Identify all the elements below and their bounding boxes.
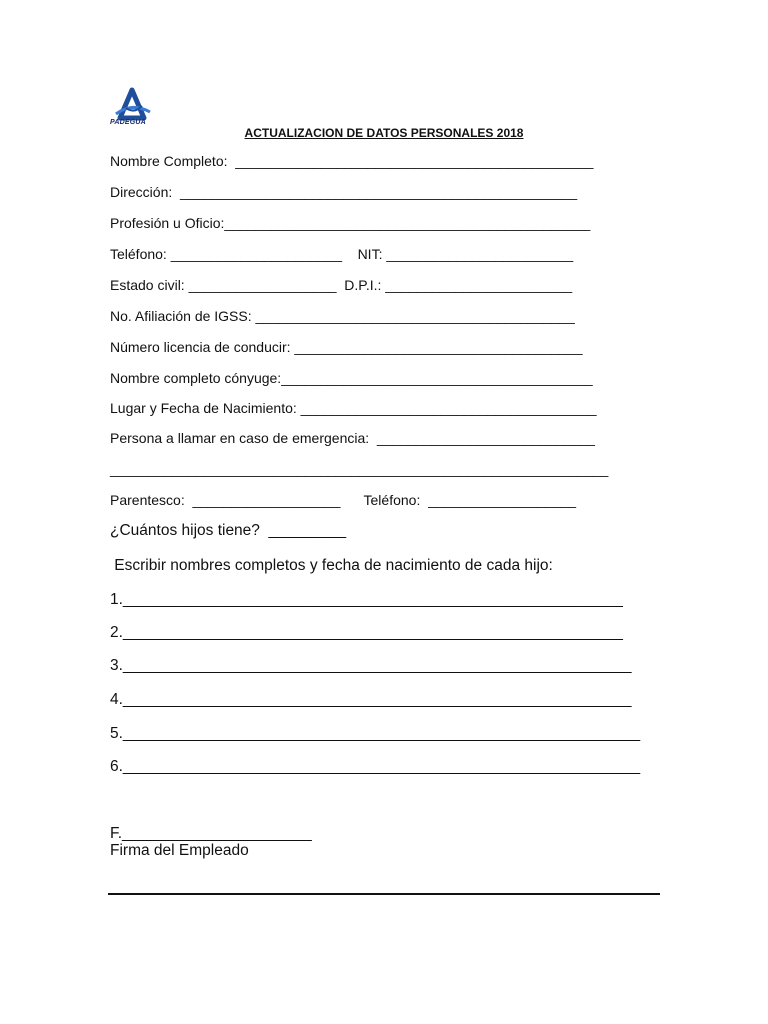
document-title: ACTUALIZACION DE DATOS PERSONALES 2018	[244, 126, 524, 140]
instruccion-hijos: Escribir nombres completos y fecha de nacimiento de cada hijo:	[110, 557, 553, 574]
field-profesion[interactable]: Profesión u Oficio:_______________________________________________	[110, 215, 591, 231]
hijo-line[interactable]: 2.__________________________________________________________	[110, 624, 623, 641]
hijo-line[interactable]: 5.____________________________________________________________	[110, 725, 641, 742]
hijo-line[interactable]: 1.__________________________________________________________	[110, 591, 623, 608]
hijo-line[interactable]: 6.____________________________________________________________	[110, 758, 641, 775]
field-parentesco-telefono[interactable]: Parentesco: ___________________ Teléfono: ___________________	[110, 492, 577, 508]
field-estado-civil-dpi[interactable]: Estado civil: ___________________ D.P.I.: ________________________	[110, 277, 573, 293]
firma-label: Firma del Empleado	[110, 842, 249, 859]
field-licencia[interactable]: Número licencia de conducir: _____________________________________	[110, 339, 583, 355]
field-conyuge[interactable]: Nombre completo cónyuge:________________________________________	[110, 370, 593, 386]
field-direccion[interactable]: Dirección: ___________________________________________________	[110, 184, 578, 200]
hijo-line[interactable]: 3.___________________________________________________________	[110, 657, 632, 674]
field-telefono-nit[interactable]: Teléfono: ______________________ NIT: ________________________	[110, 246, 574, 262]
logo-text: PADEGUA	[110, 119, 146, 126]
hijo-line[interactable]: 4.___________________________________________________________	[110, 691, 632, 708]
bottom-divider	[108, 893, 660, 895]
field-lugar-fecha-nacimiento[interactable]: Lugar y Fecha de Nacimiento: ______________________________________	[110, 400, 597, 416]
field-contacto-emergencia-cont[interactable]: ________________________________________________________________	[110, 461, 609, 477]
field-nombre-completo[interactable]: Nombre Completo: ______________________________________________	[110, 153, 594, 169]
firma-line[interactable]: F.______________________	[110, 825, 312, 842]
field-igss[interactable]: No. Afiliación de IGSS: _________________________________________	[110, 308, 575, 324]
field-contacto-emergencia[interactable]: Persona a llamar en caso de emergencia: ____________________________	[110, 430, 595, 446]
field-cantidad-hijos[interactable]: ¿Cuántos hijos tiene? _________	[110, 522, 347, 539]
